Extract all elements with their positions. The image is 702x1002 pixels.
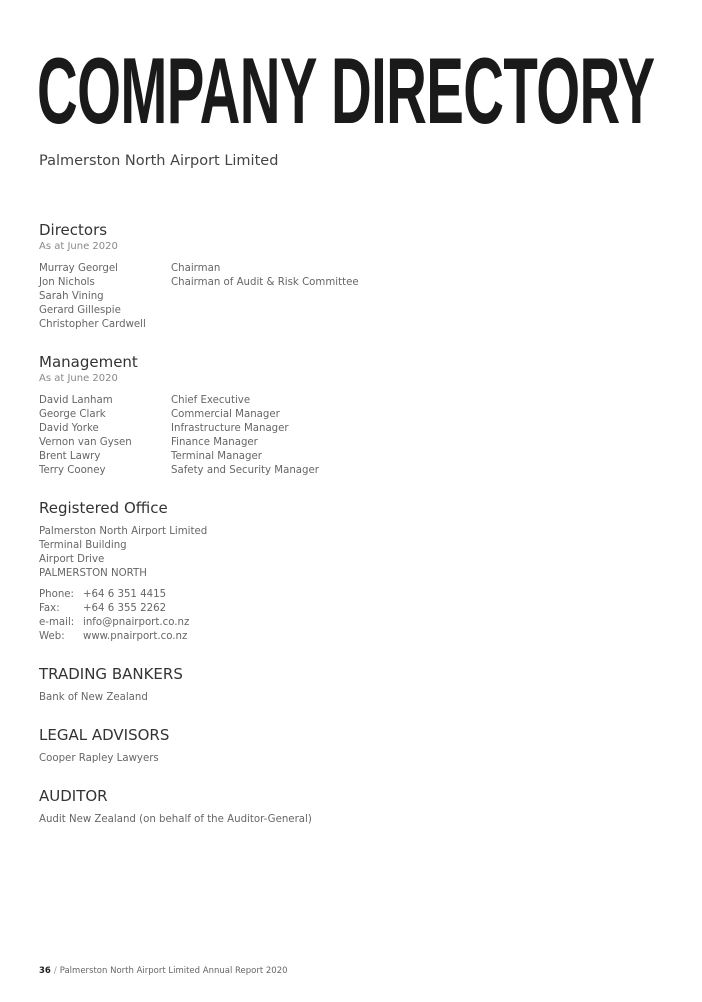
email-value: info@pnairport.co.nz: [83, 617, 190, 628]
manager-row: [39, 408, 319, 422]
address-line: Terminal Building: [39, 540, 127, 551]
footer-text: Palmerston North Airport Limited Annual Report 2020: [59, 966, 288, 976]
legal-advisors-heading: LEGAL ADVISORS: [39, 726, 170, 744]
manager-row: [39, 422, 319, 436]
auditor-section: [39, 787, 312, 827]
director-name: Sarah Vining: [39, 291, 104, 302]
page-number: 36: [39, 966, 51, 976]
manager-row: [39, 436, 319, 450]
director-role: Chairman of Audit & Risk Committee: [171, 277, 359, 288]
management-as-at: As at June 2020: [39, 373, 118, 384]
manager-name: David Lanham: [39, 395, 113, 406]
contact-row: [39, 616, 207, 630]
address-line: Palmerston North Airport Limited: [39, 526, 208, 537]
legal-advisors-value: Cooper Rapley Lawyers: [39, 753, 159, 764]
director-name: Christopher Cardwell: [39, 319, 146, 330]
directors-section: [39, 221, 359, 332]
web-value: www.pnairport.co.nz: [83, 631, 188, 642]
registered-office-section: [39, 499, 207, 644]
manager-role: Chief Executive: [171, 395, 251, 406]
manager-role: Terminal Manager: [171, 451, 262, 462]
manager-name: George Clark: [39, 409, 106, 420]
manager-name: Vernon van Gysen: [39, 437, 132, 448]
management-section: [39, 353, 319, 478]
director-row: [39, 290, 359, 304]
fax-value: +64 6 355 2262: [83, 603, 167, 614]
footer-separator: /: [53, 966, 57, 976]
address-line: PALMERSTON NORTH: [39, 568, 147, 579]
contact-row: [39, 630, 207, 644]
director-name: Gerard Gillespie: [39, 305, 121, 316]
legal-advisors-section: [39, 726, 169, 766]
manager-name: Brent Lawry: [39, 451, 101, 462]
director-role: Chairman: [171, 263, 221, 274]
contact-row: [39, 588, 207, 602]
page-subtitle: Palmerston North Airport Limited: [39, 153, 279, 169]
manager-row: [39, 394, 319, 408]
trading-bankers-heading: TRADING BANKERS: [39, 665, 183, 683]
address-line: Airport Drive: [39, 554, 105, 565]
trading-bankers-section: [39, 665, 183, 705]
auditor-value: Audit New Zealand (on behalf of the Auditor-General): [39, 814, 312, 825]
manager-name: David Yorke: [39, 423, 99, 434]
phone-value: +64 6 351 4415: [83, 589, 167, 600]
director-row: [39, 262, 359, 276]
auditor-heading: AUDITOR: [39, 787, 108, 805]
contact-label: Web:: [39, 631, 65, 642]
manager-role: Commercial Manager: [171, 409, 280, 420]
contact-label: Phone:: [39, 589, 74, 600]
director-name: Jon Nichols: [39, 277, 95, 288]
director-row: [39, 304, 359, 318]
director-name: Murray Georgel: [39, 263, 118, 274]
directors-heading: Directors: [39, 221, 108, 239]
manager-row: [39, 464, 319, 478]
manager-name: Terry Cooney: [39, 465, 106, 476]
registered-office-heading: Registered Office: [39, 499, 168, 517]
management-heading: Management: [39, 353, 138, 371]
directors-as-at: As at June 2020: [39, 241, 118, 252]
page-title: COMPANY DIRECTORY: [37, 38, 655, 143]
director-row: [39, 276, 359, 290]
manager-role: Finance Manager: [171, 437, 258, 448]
page-footer: [39, 966, 288, 976]
manager-role: Infrastructure Manager: [171, 423, 289, 434]
contact-label: e-mail:: [39, 617, 75, 628]
manager-role: Safety and Security Manager: [171, 465, 319, 476]
contact-label: Fax:: [39, 603, 60, 614]
director-row: [39, 318, 359, 332]
manager-row: [39, 450, 319, 464]
contact-row: [39, 602, 207, 616]
trading-bankers-value: Bank of New Zealand: [39, 692, 148, 703]
